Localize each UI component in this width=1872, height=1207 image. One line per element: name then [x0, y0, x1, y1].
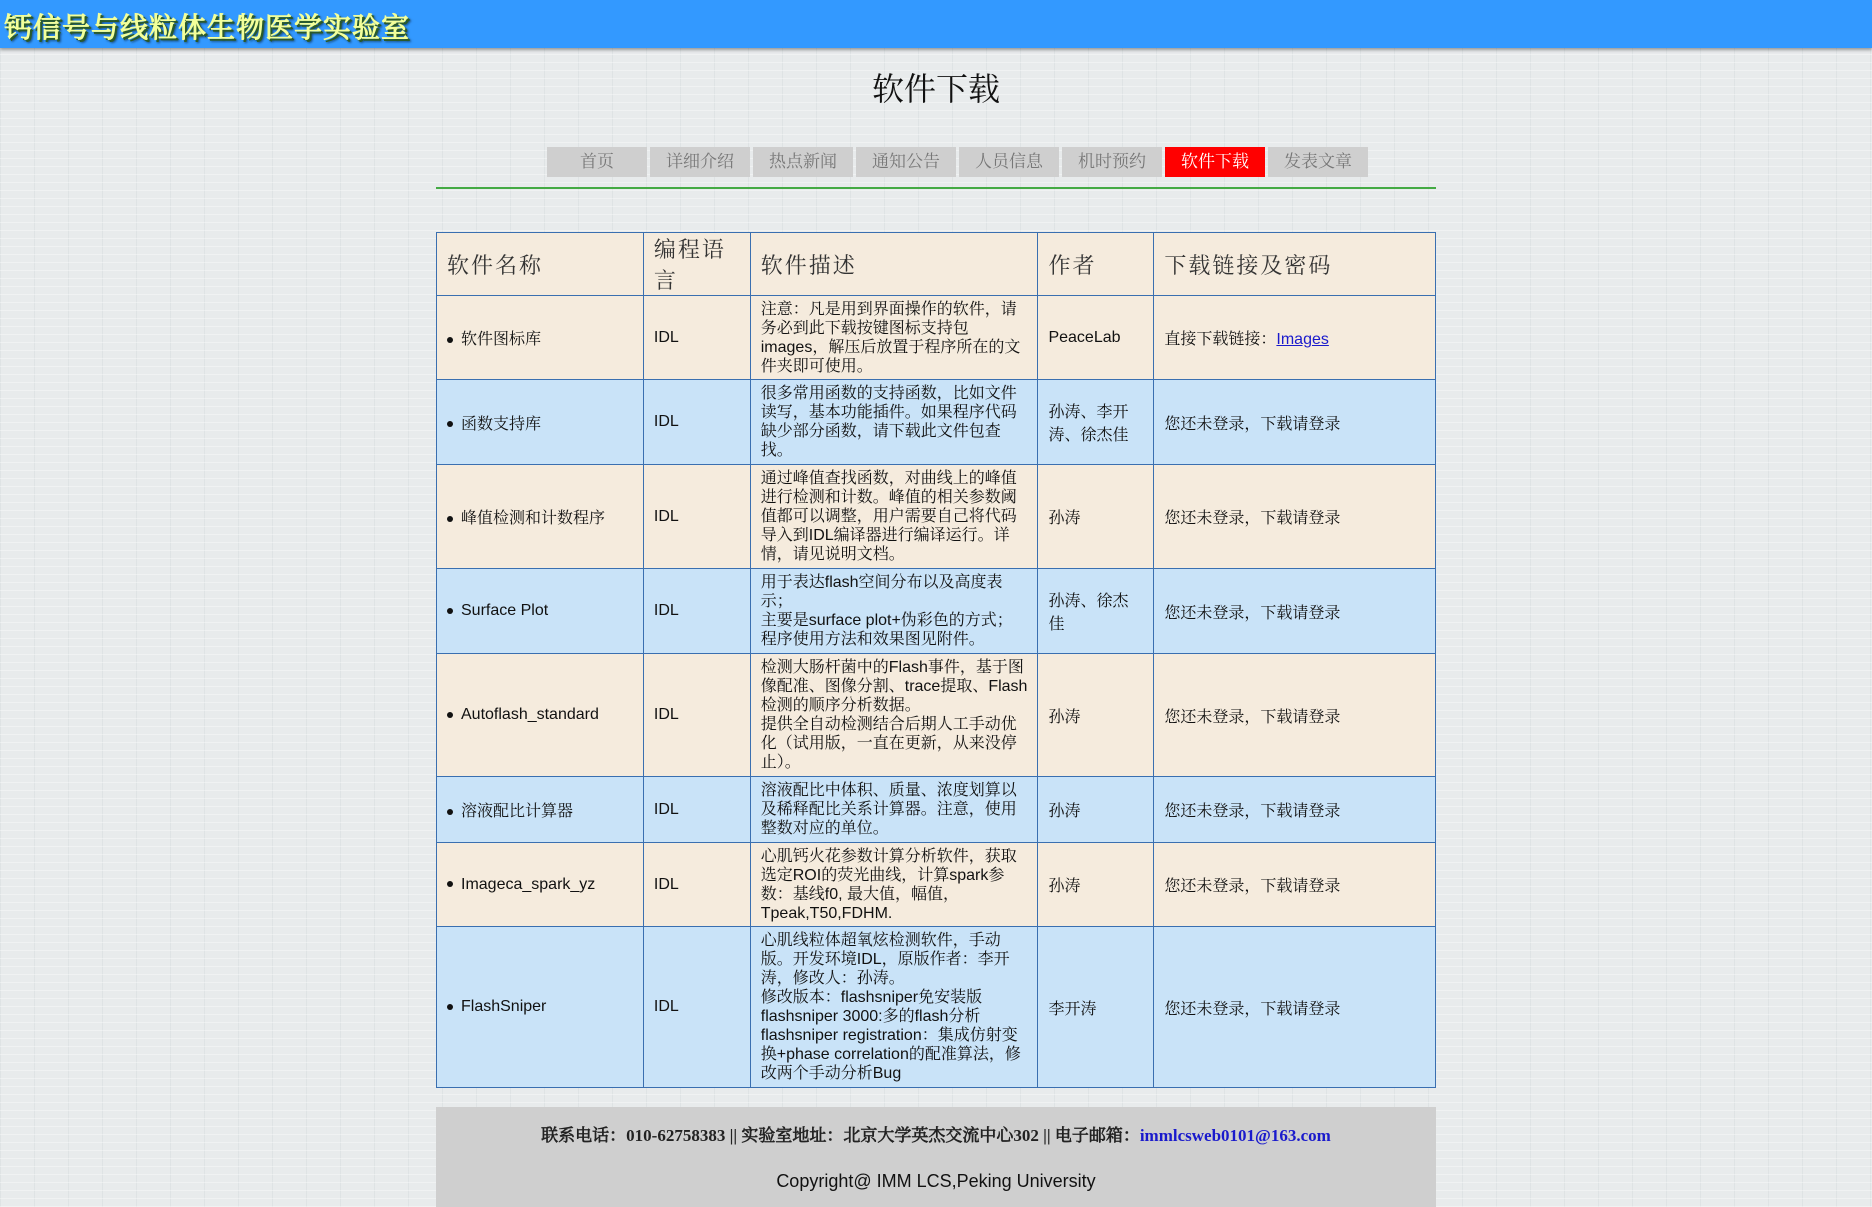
- footer-contact: [436, 1121, 1436, 1146]
- nav-home[interactable]: 首页: [547, 147, 647, 177]
- author-cell: PeaceLab: [1038, 296, 1154, 380]
- bullet-icon: [447, 516, 453, 522]
- language-cell: IDL: [643, 777, 750, 843]
- author-cell: 李开涛: [1038, 927, 1154, 1088]
- software-name-cell: [437, 569, 644, 654]
- software-name: 软件图标库: [461, 331, 542, 348]
- download-status: 您还未登录，下载请登录: [1154, 777, 1436, 843]
- download-status: 您还未登录，下载请登录: [1154, 843, 1436, 927]
- bullet-icon: [447, 608, 453, 614]
- bullet-icon: [447, 809, 453, 815]
- author-cell: 孙涛: [1038, 843, 1154, 927]
- software-name-cell: [437, 465, 644, 569]
- header-name: 软件名称: [437, 233, 644, 296]
- nav-publications[interactable]: 发表文章: [1268, 147, 1368, 177]
- description-cell: 溶液配比中体积、质量、浓度划算以及稀释配比关系计算器。注意，使用整数对应的单位。: [750, 777, 1038, 843]
- author-cell: 孙涛: [1038, 777, 1154, 843]
- contact-address: 实验室地址：北京大学英杰交流中心302 ||: [741, 1126, 1055, 1145]
- header-author: 作者: [1038, 233, 1154, 296]
- download-status: 您还未登录，下载请登录: [1154, 465, 1436, 569]
- table-row: [437, 296, 1436, 380]
- header-download: 下载链接及密码: [1154, 233, 1436, 296]
- language-cell: IDL: [643, 465, 750, 569]
- description-cell: 心肌钙火花参数计算分析软件，获取选定ROI的荧光曲线，计算spark参数：基线f0, 最大值，幅值，Tpeak,T50,FDHM.: [750, 843, 1038, 927]
- top-banner: [0, 0, 1872, 48]
- bullet-icon: [447, 712, 453, 718]
- software-name: 函数支持库: [461, 415, 542, 433]
- software-name-cell: [437, 777, 644, 843]
- download-status: 您还未登录，下载请登录: [1154, 380, 1436, 465]
- bullet-icon: [447, 881, 453, 887]
- language-cell: IDL: [643, 843, 750, 927]
- software-name: Imageca_spark_yz: [461, 875, 596, 893]
- software-name-cell: [437, 843, 644, 927]
- language-cell: IDL: [643, 296, 750, 380]
- contact-email-label: 电子邮箱：: [1054, 1126, 1140, 1145]
- nav-notices[interactable]: 通知公告: [856, 147, 956, 177]
- nav-booking[interactable]: 机时预约: [1062, 147, 1162, 177]
- table-row: [437, 777, 1436, 843]
- author-cell: 孙涛、徐杰佳: [1038, 569, 1154, 654]
- author-cell: 孙涛、李开涛、徐杰佳: [1038, 380, 1154, 465]
- software-name-cell: [437, 380, 644, 465]
- download-prefix: 直接下载链接：: [1164, 331, 1277, 348]
- main-nav: [547, 147, 1369, 177]
- software-table: [436, 232, 1436, 1088]
- description-cell: 通过峰值查找函数，对曲线上的峰值进行检测和计数。峰值的相关参数阈值都可以调整，用户需要自己将代码导入到IDL编译器进行编译运行。详情，请见说明文档。: [750, 465, 1038, 569]
- language-cell: IDL: [643, 654, 750, 777]
- nav-details[interactable]: 详细介绍: [650, 147, 750, 177]
- description-cell: 心肌线粒体超氧炫检测软件，手动版。开发环境IDL，原版作者：李开涛，修改人：孙涛。 修改版本：flashsniper免安装版 flashsniper 3000:多的flash分析 flashsniper registration：集成仿射变换+phase correlation的配准算法，修改两个手动分析Bug: [750, 927, 1038, 1088]
- author-cell: 孙涛: [1038, 654, 1154, 777]
- bullet-icon: [447, 1004, 453, 1010]
- software-name-cell: [437, 927, 644, 1088]
- download-status: 您还未登录，下载请登录: [1154, 569, 1436, 654]
- description-cell: 用于表达flash空间分布以及高度表示； 主要是surface plot+伪彩色的方式； 程序使用方法和效果图见附件。: [750, 569, 1038, 654]
- header-language: 编程语言: [643, 233, 750, 296]
- description-cell: 很多常用函数的支持函数，比如文件读写，基本功能插件。如果程序代码缺少部分函数，请下载此文件包查找。: [750, 380, 1038, 465]
- table-row: [437, 465, 1436, 569]
- software-name-cell: [437, 654, 644, 777]
- language-cell: IDL: [643, 380, 750, 465]
- header-description: 软件描述: [750, 233, 1038, 296]
- images-download-link[interactable]: Images: [1276, 331, 1329, 348]
- description-cell: 注意：凡是用到界面操作的软件，请务必到此下载按键图标支持包images，解压后放置于程序所在的文件夹即可使用。: [750, 296, 1038, 380]
- description-cell: 检测大肠杆菌中的Flash事件，基于图像配准、图像分割、trace提取、Flash检测的顺序分析数据。 提供全自动检测结合后期人工手动优化（试用版，一直在更新，从来没停止）。: [750, 654, 1038, 777]
- software-name: Surface Plot: [461, 602, 549, 619]
- copyright: Copyright@ IMM LCS,Peking University: [776, 1171, 1096, 1191]
- download-status: 您还未登录，下载请登录: [1154, 654, 1436, 777]
- table-row: [437, 380, 1436, 465]
- nav-divider: [436, 187, 1436, 189]
- nav-news[interactable]: 热点新闻: [753, 147, 853, 177]
- bullet-icon: [447, 337, 453, 343]
- nav-people[interactable]: 人员信息: [959, 147, 1059, 177]
- bullet-icon: [447, 421, 453, 427]
- software-name: Autoflash_standard: [461, 706, 599, 723]
- author-cell: 孙涛: [1038, 465, 1154, 569]
- software-name: 峰值检测和计数程序: [461, 510, 606, 527]
- language-cell: IDL: [643, 569, 750, 654]
- table-row: [437, 654, 1436, 777]
- nav-software[interactable]: 软件下载: [1165, 147, 1265, 177]
- table-row: [437, 927, 1436, 1088]
- download-status: 您还未登录，下载请登录: [1154, 927, 1436, 1088]
- contact-email[interactable]: immlcsweb0101@163.com: [1139, 1126, 1331, 1145]
- page-title: 软件下载: [871, 70, 1000, 108]
- table-row: [437, 569, 1436, 654]
- site-title: 钙信号与线粒体生物医学实验室: [4, 11, 411, 44]
- software-name-cell: [437, 296, 644, 380]
- language-cell: IDL: [643, 927, 750, 1088]
- table-row: [437, 843, 1436, 927]
- download-cell: [1154, 296, 1436, 380]
- software-name: FlashSniper: [461, 998, 547, 1015]
- footer: [436, 1107, 1436, 1207]
- contact-phone: 联系电话：010-62758383 ||: [541, 1126, 742, 1145]
- software-name: 溶液配比计算器: [461, 803, 574, 820]
